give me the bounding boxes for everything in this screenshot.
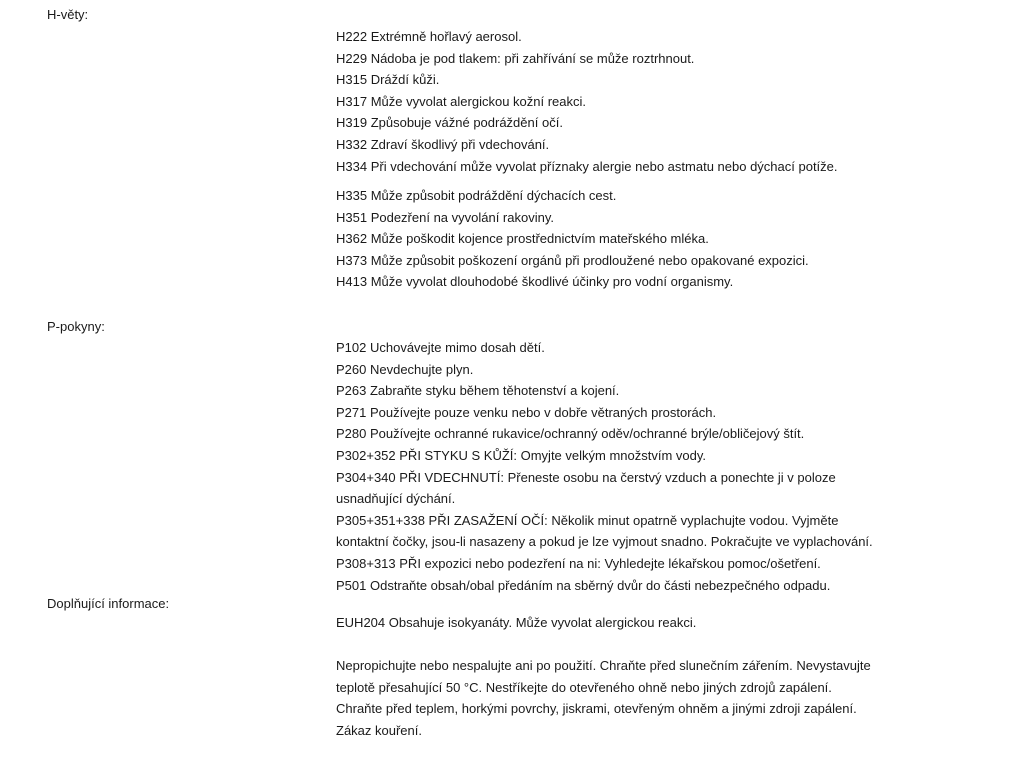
statement-line: P280 Používejte ochranné rukavice/ochranný oděv/ochranné brýle/obličejový štít.: [336, 426, 805, 442]
statement-line: H332 Zdraví škodlivý při vdechování.: [336, 136, 550, 152]
statement-line: kontaktní čočky, jsou-li nasazeny a pokud je lze vyjmout snadno. Pokračujte ve vyplachování.: [336, 534, 873, 550]
statement-line: P304+340 PŘI VDECHNUTÍ: Přeneste osobu na čerstvý vzduch a ponechte ji v poloze: [336, 469, 836, 485]
statement-line: P271 Používejte pouze venku nebo v dobře větraných prostorách.: [336, 404, 717, 420]
h-statements-label: H-věty:: [47, 7, 89, 22]
additional-info-paragraph: [336, 655, 871, 741]
statement-line: Nepropichujte nebo nespalujte ani po použití. Chraňte před slunečním zářením. Nevystavujte: [336, 658, 871, 673]
statement-line: H222 Extrémně hořlavý aerosol.: [336, 29, 522, 44]
statement-line: H351 Podezření na vyvolání rakoviny.: [336, 209, 554, 225]
additional-info-label: Doplňující informace:: [47, 596, 170, 611]
statement-line: H315 Dráždí kůži.: [336, 72, 440, 88]
p-statements-block: [336, 337, 873, 596]
statement-line: Zákaz kouření.: [336, 722, 422, 738]
h-statements-block-2: [336, 185, 809, 293]
statement-line: H373 Může způsobit poškození orgánů při prodloužené nebo opakované expozici.: [336, 252, 809, 268]
statement-line: H334 Při vdechování může vyvolat příznaky alergie nebo astmatu nebo dýchací potíže.: [336, 158, 838, 174]
statement-line: H335 Může způsobit podráždění dýchacích cest.: [336, 188, 617, 203]
statement-line: P308+313 PŘI expozici nebo podezření na ni: Vyhledejte lékařskou pomoc/ošetření.: [336, 555, 821, 571]
statement-line: Chraňte před teplem, horkými povrchy, jiskrami, otevřeným ohněm a jinými zdroji zapálení.: [336, 701, 857, 717]
euh-statement: EUH204 Obsahuje isokyanáty. Může vyvolat alergickou reakci.: [336, 615, 697, 630]
statement-line: P102 Uchovávejte mimo dosah dětí.: [336, 340, 545, 355]
statement-line: H362 Může poškodit kojence prostřednictvím mateřského mléka.: [336, 231, 709, 247]
statement-line: P302+352 PŘI STYKU S KŮŽÍ: Omyjte velkým množstvím vody.: [336, 447, 707, 463]
statement-line: teplotě přesahující 50 °C. Nestříkejte do otevřeného ohně nebo jiných zdrojů zapálení.: [336, 679, 832, 695]
statement-line: P263 Zabraňte styku během těhotenství a kojení.: [336, 383, 620, 399]
statement-line: H413 Může vyvolat dlouhodobé škodlivé účinky pro vodní organismy.: [336, 274, 734, 290]
statement-line: P260 Nevdechujte plyn.: [336, 361, 474, 377]
statement-line: usnadňující dýchání.: [336, 491, 456, 507]
statement-line: H319 Způsobuje vážné podráždění očí.: [336, 115, 563, 131]
statement-line: H229 Nádoba je pod tlakem: při zahřívání se může roztrhnout.: [336, 50, 695, 66]
statement-line: P305+351+338 PŘI ZASAŽENÍ OČÍ: Několik minut opatrně vyplachujte vodou. Vyjměte: [336, 512, 839, 528]
statement-line: H317 Může vyvolat alergickou kožní reakci.: [336, 93, 587, 109]
statement-line: P501 Odstraňte obsah/obal předáním na sběrný dvůr do části nebezpečného odpadu.: [336, 577, 831, 593]
p-statements-label: P-pokyny:: [47, 319, 105, 334]
h-statements-block-1: [336, 26, 838, 177]
